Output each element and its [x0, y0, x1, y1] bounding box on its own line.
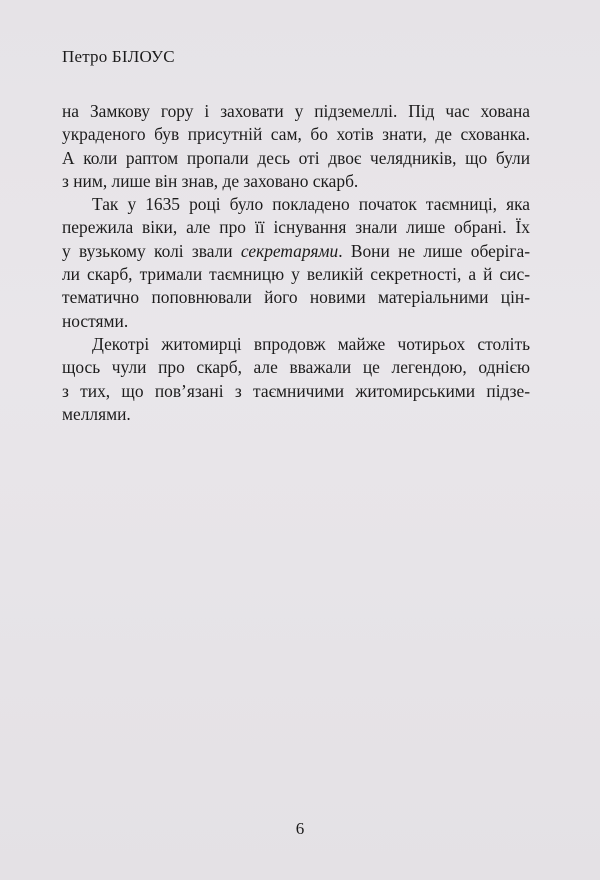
italic-term: секретарями [240, 240, 339, 261]
text-line [62, 263, 530, 286]
text-line [62, 380, 530, 403]
text-segment: у вузькому колі звали [62, 240, 241, 261]
running-head: Петро БІЛОУС [62, 47, 175, 66]
text-line [62, 100, 530, 123]
text-line [62, 170, 530, 193]
text-segment: з ним, лише він знав, де заховано скарб. [62, 170, 359, 191]
text-segment: на Замкову гору і заховати у підземеллі. Під час хована [62, 101, 530, 121]
text-line [62, 356, 530, 379]
text-segment: украденого був присутній сам, бо хотів знати, де схованка. [62, 124, 530, 145]
text-segment: Так у 1635 році було покладено початок таємниці, яка [92, 194, 530, 215]
text-line [62, 333, 530, 356]
text-segment: А коли раптом пропали десь оті двоє челядників, що були [62, 147, 530, 168]
text-segment: ли скарб, тримали таємницю у великій секретності, а й сис- [62, 264, 530, 285]
text-line [62, 147, 530, 170]
text-segment: з тих, що пов’язані з таємничими житомирськими підзе- [62, 380, 530, 401]
text-line [62, 193, 530, 216]
text-line [62, 123, 530, 146]
page-number: 6 [295, 819, 305, 838]
text-segment: Декотрі житомирці впродовж майже чотирьох століть [92, 333, 530, 354]
text-line [62, 310, 530, 333]
paragraph [62, 100, 530, 193]
text-line [62, 403, 530, 426]
text-line [62, 286, 530, 309]
text-segment: тематично поповнювали його новими матеріальними цін- [62, 287, 530, 308]
text-segment: пережила віки, але про її існування знали лише обрані. Їх [62, 217, 530, 238]
text-segment: меллями. [62, 403, 131, 424]
body-text [62, 100, 530, 426]
text-segment: щось чули про скарб, але вважали це легендою, однією [62, 357, 530, 378]
text-segment: ностями. [62, 310, 129, 331]
text-line [62, 240, 530, 263]
text-line [62, 216, 530, 239]
paragraph [62, 193, 530, 333]
text-segment: . Вони не лише оберіга- [338, 240, 530, 261]
paragraph [62, 333, 530, 426]
